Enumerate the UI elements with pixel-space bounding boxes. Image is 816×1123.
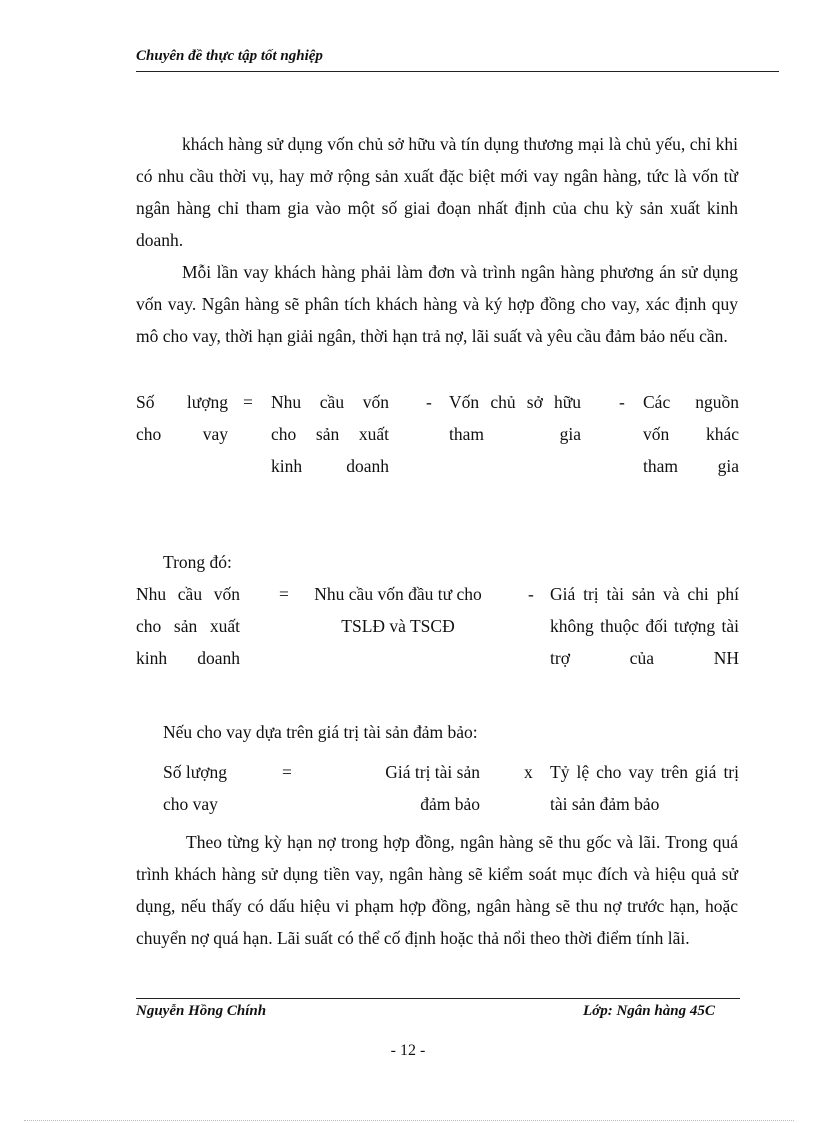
formula2-term-excluded-assets: Giá trị tài sản và chi phí không thuộc đối tượng tài trợ của NH: [550, 584, 739, 668]
formula1-equals: =: [243, 392, 253, 412]
formula2-minus: -: [528, 584, 534, 604]
formula1-minus-1: -: [426, 392, 432, 412]
formula2-equals: =: [279, 584, 289, 604]
paragraph-repayment: Theo từng kỳ hạn nợ trong hợp đồng, ngân hàng sẽ thu gốc và lãi. Trong quá trình khách hàng sử dụng tiền vay, ngân hàng sẽ kiểm soát mục đích và hiệu quả sử dụng, nếu thấy có dấu hiệu vi phạm hợp đồng, ngân hàng sẽ thu nợ trước hạn, hoặc chuyển nợ quá hạn. Lãi suất có thể cố định hoặc thả nổi theo thời điểm tính lãi.: [136, 832, 738, 948]
formula3-times: x: [524, 762, 533, 782]
formula3-term-ratio: Tỷ lệ cho vay trên giá trị tài sản đảm bảo: [550, 762, 739, 814]
footer-divider: [136, 998, 740, 999]
paragraph-loan-process: Mỗi lần vay khách hàng phải làm đơn và trình ngân hàng phương án sử dụng vốn vay. Ngân hàng sẽ phân tích khách hàng và ký hợp đồng cho vay, xác định quy mô cho vay, thời hạn giải ngân, thời hạn trả nợ, lãi suất và yêu cầu đảm bảo nếu cần.: [136, 262, 738, 346]
formula1-term-demand: Nhu cầu vốn cho sản xuất kinh doanh: [271, 392, 389, 476]
footer-author: Nguyễn Hồng Chính: [136, 1003, 267, 1019]
paragraph-intro: khách hàng sử dụng vốn chủ sở hữu và tín dụng thương mại là chủ yếu, chỉ khi có nhu cầu thời vụ, hay mở rộng sản xuất đặc biệt mới vay ngân hàng, tức là vốn từ ngân hàng chỉ tham gia vào một số giai đoạn nhất định của chu kỳ sản xuất kinh doanh.: [136, 134, 738, 250]
formula3-lhs: Số lượng cho vay: [163, 762, 227, 814]
formula2-term-investment: Nhu cầu vốn đầu tư cho TSLĐ và TSCĐ: [314, 584, 482, 636]
page-number: - 12 -: [390, 1042, 426, 1059]
formula1-lhs: Số lượng cho vay: [136, 392, 228, 444]
where-label: Trong đó:: [163, 552, 232, 572]
formula3-equals: =: [282, 762, 292, 782]
formula2-lhs: Nhu cầu vốn cho sản xuất kinh doanh: [136, 584, 240, 668]
formula1-minus-2: -: [619, 392, 625, 412]
page-bottom-edge: [24, 1120, 794, 1121]
formula1-term-equity: Vốn chủ sở hữu tham gia: [449, 392, 581, 444]
formula3-term-collateral: Giá trị tài sản đảm bảo: [385, 762, 480, 814]
collateral-label: Nếu cho vay dựa trên giá trị tài sản đảm bảo:: [163, 722, 478, 742]
header-divider: [136, 71, 779, 72]
formula1-term-other-sources: Các nguồn vốn khác tham gia: [643, 392, 739, 476]
footer-class: Lớp: Ngân hàng 45C: [583, 1003, 715, 1019]
header-title: Chuyên đề thực tập tốt nghiệp: [136, 48, 323, 64]
